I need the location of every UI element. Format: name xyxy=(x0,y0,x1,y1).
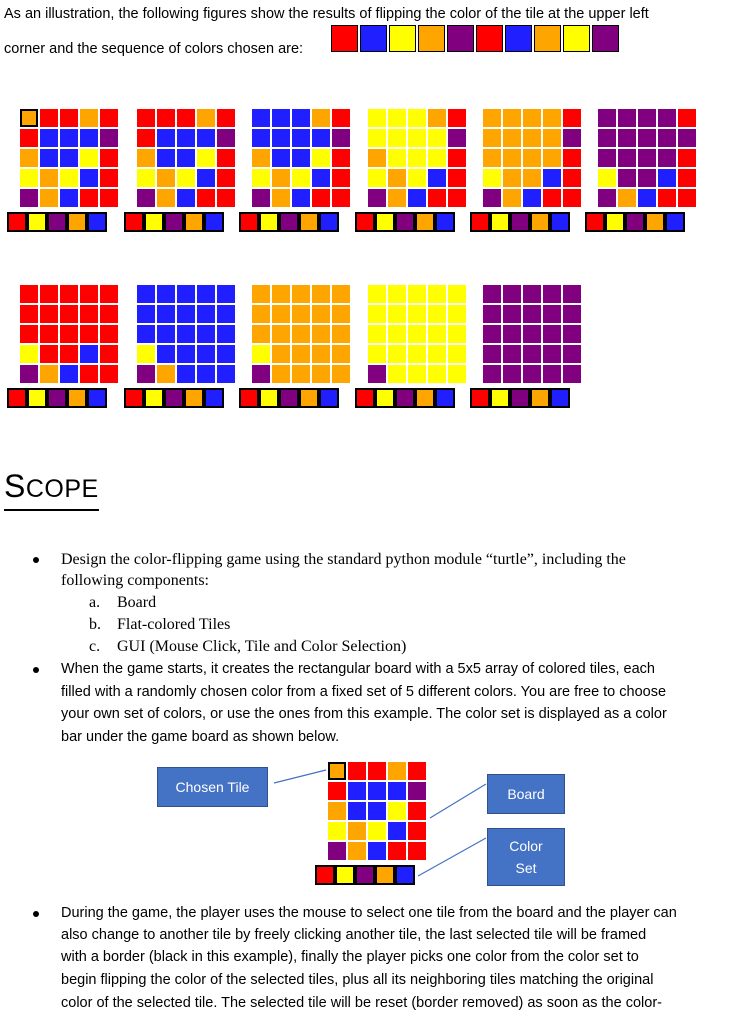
color-set-callout-line-1: Color xyxy=(509,838,543,854)
bullet3-line-3: with a border (black in this example), finally the player picks one color from the color set to xyxy=(61,949,639,965)
bullet1-line-1: Design the color-flipping game using the standard python module “turtle”, including the xyxy=(61,551,626,568)
bullet3-line-4: begin flipping the color of the selected tiles, plus all its neighboring tiles matching the original xyxy=(61,972,654,988)
board-tile xyxy=(328,802,346,820)
color-set-callout xyxy=(487,828,565,886)
list-item-tiles: Flat-colored Tiles xyxy=(117,616,231,633)
board-callout: Board xyxy=(487,774,565,814)
list-marker-c: c. xyxy=(89,638,101,655)
list-marker-a: a. xyxy=(89,594,101,611)
board-tile xyxy=(348,822,366,840)
color-bar-swatch-yellow xyxy=(335,865,355,885)
color-bar-swatch-orange xyxy=(375,865,395,885)
board-tile xyxy=(328,762,346,780)
list-item-board: Board xyxy=(117,594,157,611)
board-tile xyxy=(328,822,346,840)
board-tile xyxy=(388,782,406,800)
board-tile xyxy=(368,822,386,840)
board-tile xyxy=(388,822,406,840)
bullet3-line-5: color of the selected tile. The selected tile will be reset (border removed) as soon as the color- xyxy=(61,995,662,1011)
board-tile xyxy=(348,842,366,860)
board-tile xyxy=(408,802,426,820)
board-tile xyxy=(328,782,346,800)
board-tile xyxy=(408,822,426,840)
bullet1-line-2: following components: xyxy=(61,572,209,589)
board-tile xyxy=(368,782,386,800)
color-bar-swatch-blue xyxy=(395,865,415,885)
list-item-gui: GUI (Mouse Click, Tile and Color Selection) xyxy=(117,638,407,655)
bullet2-line-1: When the game starts, it creates the rectangular board with a 5x5 array of colored tiles, each xyxy=(61,661,655,677)
board-tile xyxy=(348,782,366,800)
list-marker-b: b. xyxy=(89,616,101,633)
board-tile xyxy=(368,802,386,820)
bullet3-line-1: During the game, the player uses the mouse to select one tile from the board and the player can xyxy=(61,905,677,921)
bullet2-line-4: bar under the game board as shown below. xyxy=(61,729,340,745)
bullet2-line-2: filled with a randomly chosen color from a fixed set of 5 different colors. You are free to choose xyxy=(61,684,667,700)
board-tile xyxy=(328,842,346,860)
color-set-callout-line-2: Set xyxy=(515,860,537,876)
chosen-tile-callout: Chosen Tile xyxy=(157,767,268,807)
board-tile xyxy=(408,842,426,860)
board-tile xyxy=(388,802,406,820)
bullet2-line-3: your own set of colors, or use the ones from this example. The color set is displayed as a color xyxy=(61,706,667,722)
color-bar-swatch-purple xyxy=(355,865,375,885)
board-tile xyxy=(348,762,366,780)
board-tile xyxy=(368,762,386,780)
bullet3-line-2: also change to another tile by freely clicking another tile, the last selected tile will be framed xyxy=(61,927,647,943)
board-tile xyxy=(388,842,406,860)
board-tile xyxy=(388,762,406,780)
bullet-dot xyxy=(33,911,39,917)
board-tile xyxy=(408,782,426,800)
board-tile xyxy=(408,762,426,780)
intro-line-2: corner and the sequence of colors chosen are: xyxy=(4,41,304,57)
board-tile xyxy=(368,842,386,860)
color-bar-swatch-red xyxy=(315,865,335,885)
intro-line-1: As an illustration, the following figures show the results of flipping the color of the tile at the upper left xyxy=(4,6,649,22)
diagram-color-bar xyxy=(315,865,415,885)
scope-heading-initial: S xyxy=(4,468,26,504)
diagram-game-board xyxy=(328,762,426,860)
scope-heading-rest: COPE xyxy=(25,475,99,503)
board-tile xyxy=(348,802,366,820)
